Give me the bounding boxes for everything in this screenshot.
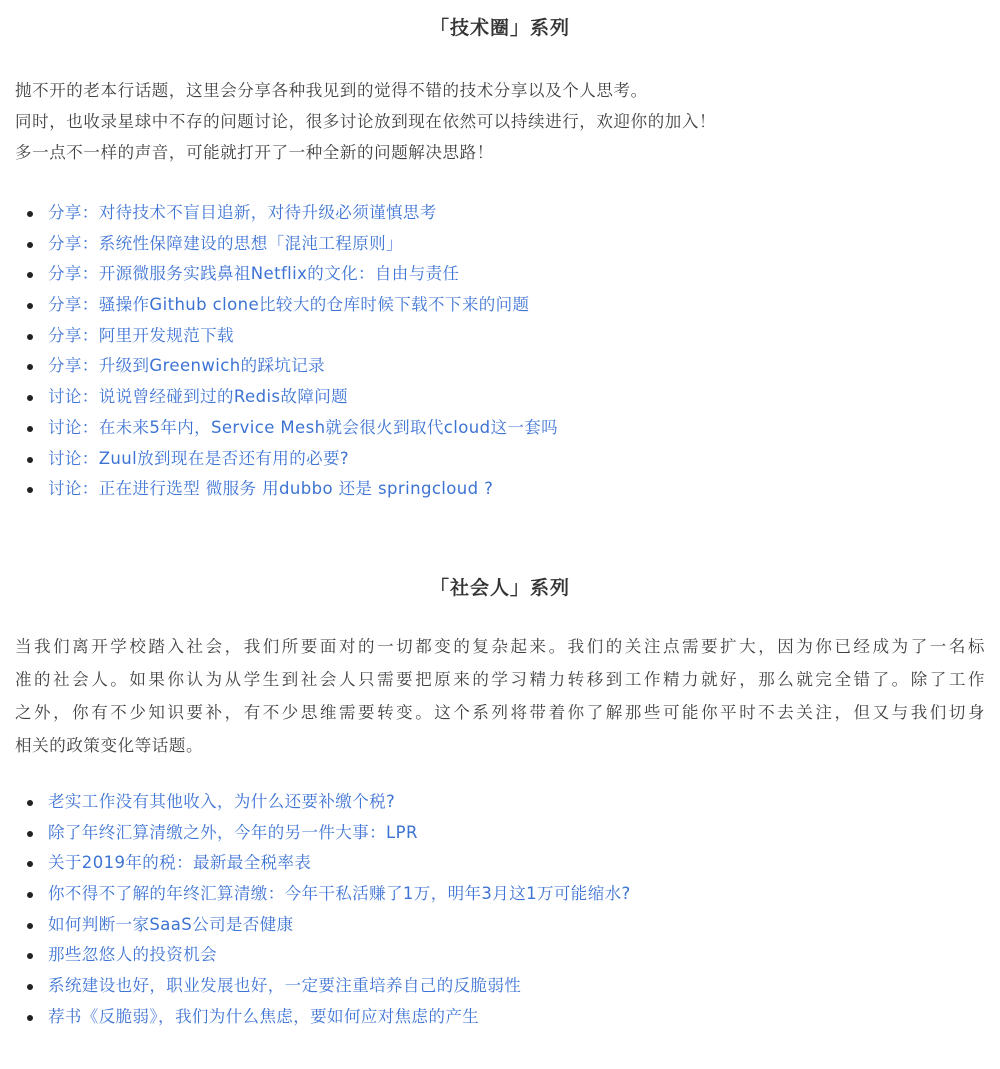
intro-line: 之外，你有不少知识要补，有不少思维需要转变。这个系列将带着你了解那些可能你平时不去关注，但又与我们切身 [15,703,985,722]
list-item [0,787,1000,818]
article-link[interactable]: 如何判断一家SaaS公司是否健康 [48,914,294,934]
list-item [0,818,1000,849]
bullet-icon [27,923,33,929]
list-item [0,290,1000,321]
list-item [0,198,1000,229]
list-item [0,474,1000,505]
article-link[interactable]: 讨论：说说曾经碰到过的Redis故障问题 [48,387,349,407]
intro-line: 抛不开的老本行话题，这里会分享各种我见到的觉得不错的技术分享以及个人思考。 [15,81,648,100]
bullet-icon [27,242,33,248]
list-item [0,910,1000,941]
bullet-icon [27,426,33,432]
article-link[interactable]: 讨论：在未来5年内，Service Mesh就会很火到取代cloud这一套吗 [48,417,559,437]
bullet-icon [27,1015,33,1021]
bullet-icon [27,211,33,217]
bullet-icon [27,800,33,806]
bullet-icon [27,457,33,463]
list-item [0,413,1000,444]
list-item [0,848,1000,879]
article-link[interactable]: 分享：升级到Greenwich的踩坑记录 [48,356,326,376]
list-item [0,971,1000,1002]
tech-link-list [0,198,1000,505]
article-link[interactable]: 系统建设也好，职业发展也好，一定要注重培养自己的反脆弱性 [48,976,522,996]
article-link[interactable]: 讨论：Zuul放到现在是否还有用的必要? [48,448,350,468]
article-link[interactable]: 讨论：正在进行选型 微服务 用dubbo 还是 springcloud ? [48,479,494,499]
list-item [0,879,1000,910]
section-title-society: 「社会人」系列 [429,577,570,599]
article-link[interactable]: 那些忽悠人的投资机会 [48,945,217,965]
article-link[interactable]: 分享：骚操作Github clone比较大的仓库时候下载不下来的问题 [48,295,530,315]
list-item [0,351,1000,382]
article-link[interactable]: 分享：阿里开发规范下载 [48,325,234,345]
list-item [0,444,1000,475]
intro-line: 当我们离开学校踏入社会，我们所要面对的一切都变的复杂起来。我们的关注点需要扩大，因为你已经成为了一名标 [15,637,985,656]
article-link[interactable]: 分享：开源微服务实践鼻祖Netflix的文化：自由与责任 [48,264,460,284]
list-item [0,321,1000,352]
list-item [0,229,1000,260]
article-link[interactable]: 关于2019年的税：最新最全税率表 [48,853,312,873]
list-item [0,382,1000,413]
bullet-icon [27,892,33,898]
bullet-icon [27,831,33,837]
intro-line: 相关的政策变化等话题。 [15,736,204,755]
bullet-icon [27,272,33,278]
list-item [0,259,1000,290]
bullet-icon [27,953,33,959]
bullet-icon [27,364,33,370]
society-link-list [0,787,1000,1033]
section-intro-society [15,630,985,762]
article-link[interactable]: 老实工作没有其他收入，为什么还要补缴个税? [48,792,396,811]
section-title-tech: 「技术圈」系列 [429,17,570,39]
bullet-icon [27,395,33,401]
bullet-icon [27,984,33,990]
bullet-icon [27,303,33,309]
bullet-icon [27,861,33,867]
bullet-icon [27,487,33,493]
intro-line: 准的社会人。如果你认为从学生到社会人只需要把原来的学习精力转移到工作精力就好，那么就完全错了。除了工作 [15,670,985,689]
article-link[interactable]: 你不得不了解的年终汇算清缴：今年干私活赚了1万，明年3月这1万可能缩水? [48,884,631,904]
article-link[interactable]: 分享：对待技术不盲目追新，对待升级必须谨慎思考 [48,203,437,222]
bullet-icon [27,334,33,340]
article-link[interactable]: 除了年终汇算清缴之外，今年的另一件大事：LPR [48,822,418,842]
article-link[interactable]: 荐书《反脆弱》，我们为什么焦虑，要如何应对焦虑的产生 [48,1006,480,1026]
intro-line: 同时，也收录星球中不存的问题讨论，很多讨论放到现在依然可以持续进行，欢迎你的加入！ [15,112,717,131]
intro-line: 多一点不一样的声音，可能就打开了一种全新的问题解决思路！ [15,143,494,162]
section-intro-tech [15,75,985,168]
article-link[interactable]: 分享：系统性保障建设的思想「混沌工程原则」 [48,233,403,253]
list-item [0,1002,1000,1033]
list-item [0,940,1000,971]
